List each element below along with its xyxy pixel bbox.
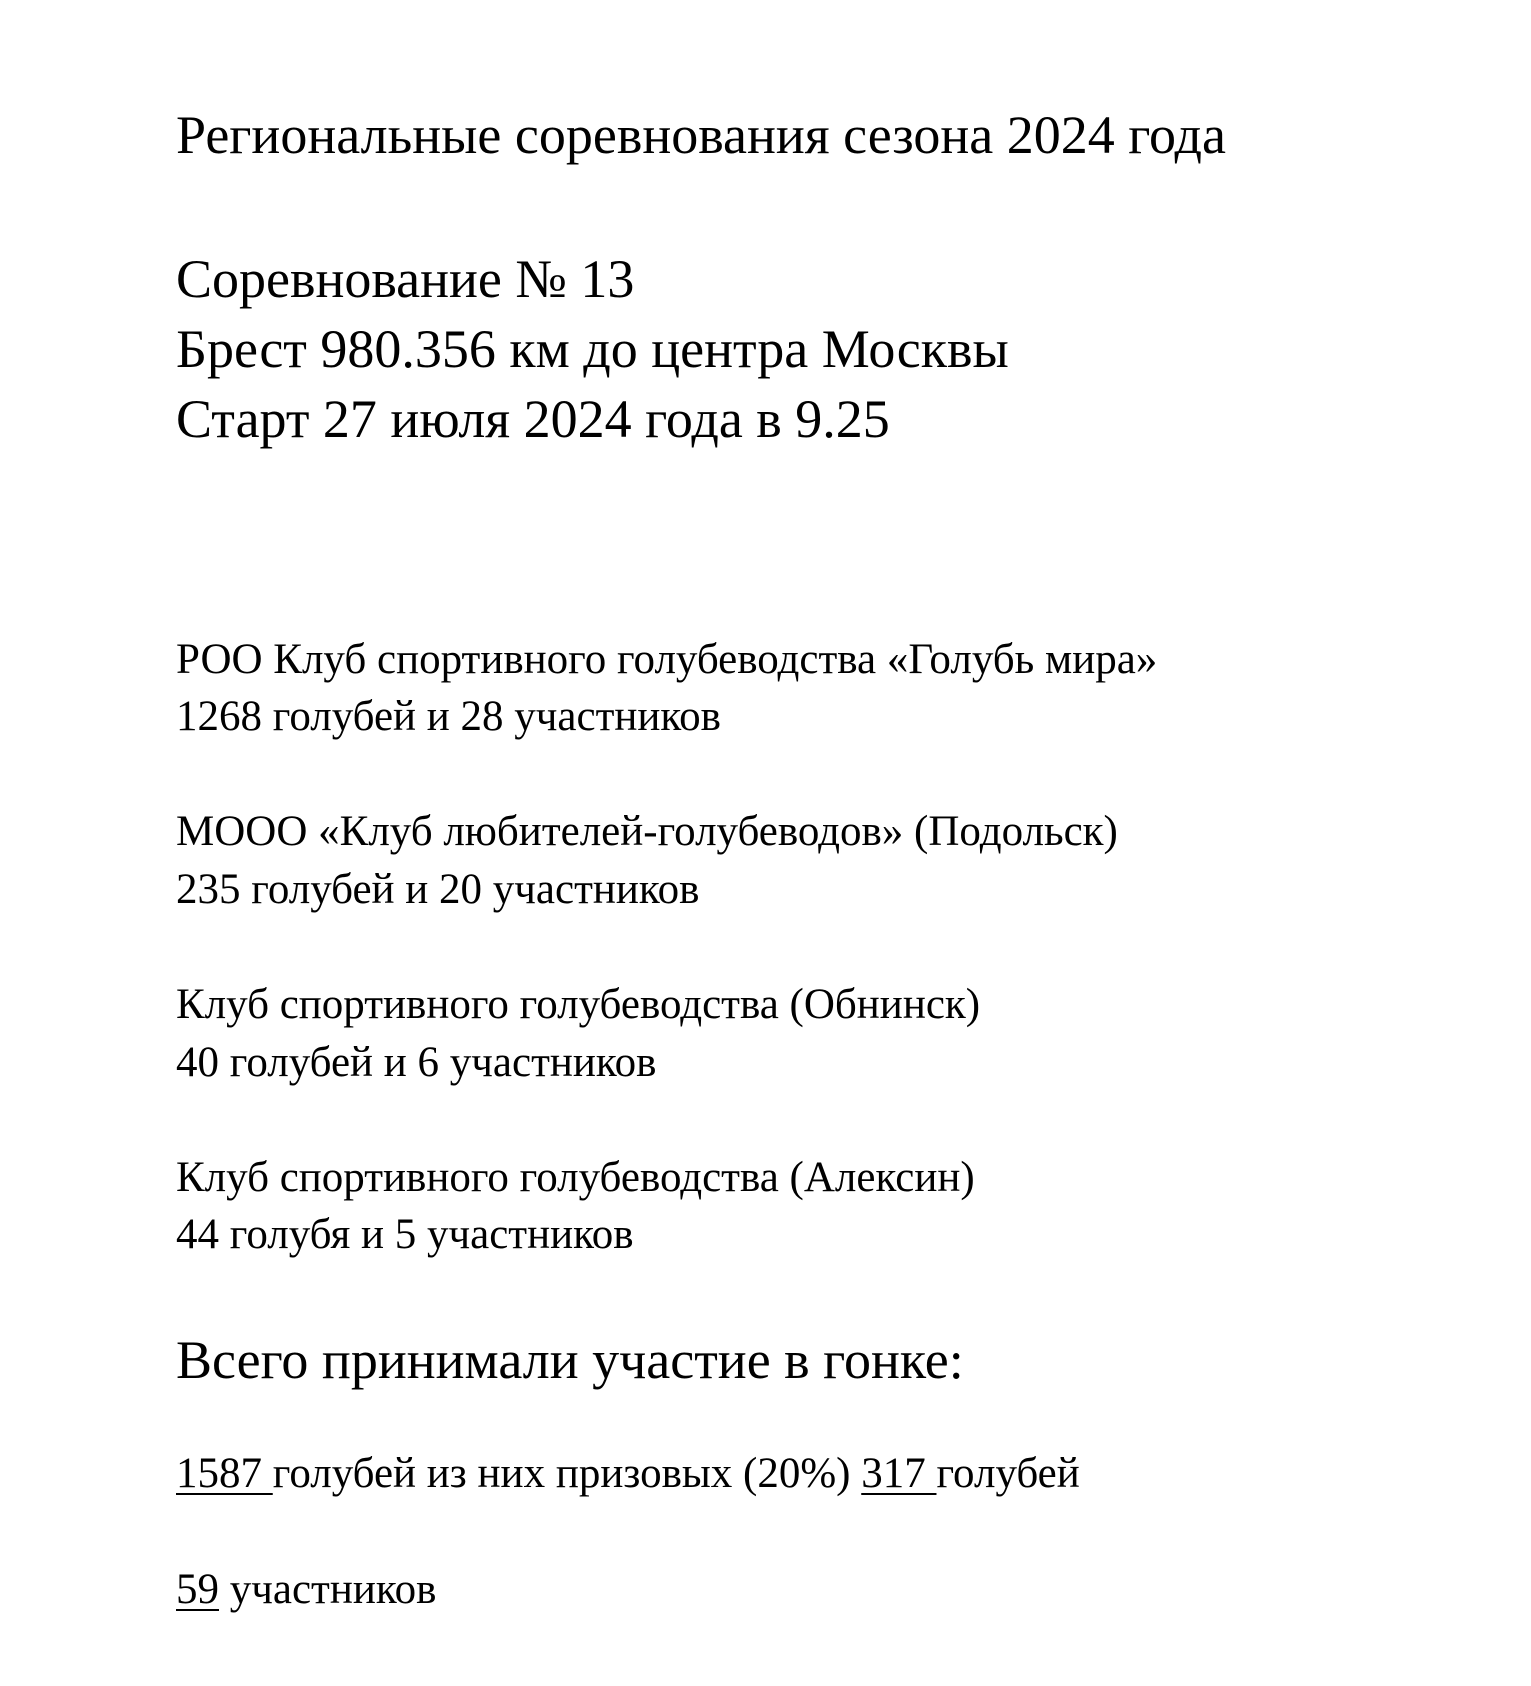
club-stats: 1268 голубей и 28 участников — [176, 693, 721, 740]
totals-pigeons-line — [176, 1452, 1080, 1495]
club-name: Клуб спортивного голубеводства (Алексин) — [176, 1154, 975, 1201]
total-participants-text: участников — [219, 1566, 437, 1613]
club-name: Клуб спортивного голубеводства (Обнинск) — [176, 981, 981, 1028]
prize-pigeons-count: 317 — [861, 1450, 937, 1497]
club-stats: 235 голубей и 20 участников — [176, 866, 700, 913]
total-participants-count: 59 — [176, 1566, 219, 1613]
prize-pigeons-text: голубей — [936, 1450, 1080, 1497]
total-pigeons-count: 1587 — [176, 1450, 273, 1497]
club-name: РОО Клуб спортивного голубеводства «Голубь мира» — [176, 636, 1158, 683]
competition-route: Брест 980.356 км до центра Москвы — [176, 319, 1009, 379]
page-title: Региональные соревнования сезона 2024 года — [176, 105, 1226, 165]
total-pigeons-text: голубей из них призовых (20%) — [272, 1450, 862, 1497]
club-stats: 40 голубей и 6 участников — [176, 1039, 657, 1086]
club-name: МООО «Клуб любителей-голубеводов» (Подольск) — [176, 808, 1118, 855]
totals-heading: Всего принимали участие в гонке: — [176, 1330, 964, 1390]
competition-number: Соревнование № 13 — [176, 249, 635, 309]
club-stats: 44 голубя и 5 участников — [176, 1211, 634, 1258]
totals-participants-line — [176, 1568, 436, 1611]
competition-start: Старт 27 июля 2024 года в 9.25 — [176, 389, 890, 449]
